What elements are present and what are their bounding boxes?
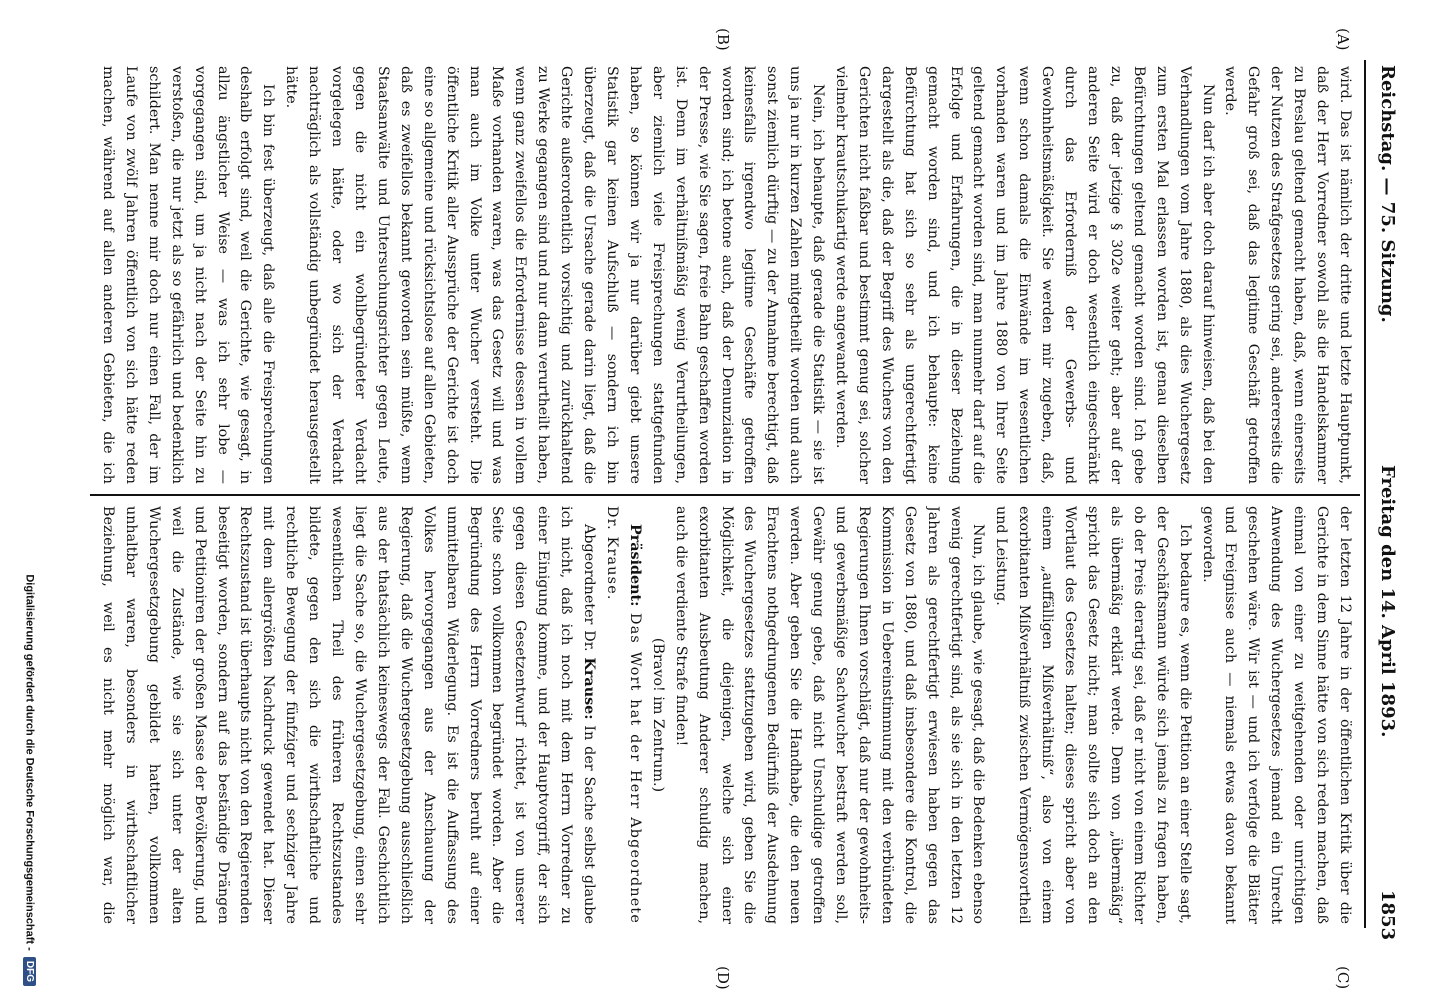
running-header-left: Reichstag. — 75. Sitzung.	[1377, 65, 1398, 323]
page-number: 1853	[1377, 890, 1398, 941]
text-column-left	[94, 66, 1356, 484]
paragraph: Nun, ich glaube, wie gesagt, daß die Bedenken ebenso wenig gerechtfertigt sind, als sie sich in den letzten 12 Jahren als gerechtfertigt erwiesen haben gegen das Gesetz von 1880, und daß insbesondere die Kontrol, die Kommission in Uebereinstimmung mit den verbündeten Regierungen Ihnen vorschlägt, daß nur der gewohnheits- und gewerbsmäßige Sachwucher bestraft werden soll, Gewähr genug gebe, daß nicht Unschuldige getroffen werden. Aber geben Sie die Handhabe, die den neuen Erachtens nothgedrungenen Bedürfniß der Ausdehnung des Wuchergesetzes stattzugeben wird, geben Sie die Möglichkeit, die diejenigen, welche sich einer exorbitanten Ausbeutung Anderer schuldig machen, auch die verdiente Strafe finden!	[672, 506, 987, 924]
paragraph: Nun darf ich aber doch darauf hinweisen, daß bei den Verhandlungen vom Jahre 1880, als dies Wuchergesetz zum ersten Mal erlassen worden ist, genau dieselben Befürchtungen geltend gemacht worden sind. Ich gebe zu, daß der jetzige § 302e weiter geht; aber auf der anderen Seite wird er doch wesentlich eingeschränkt durch das Erforderniß der Gewerbs- und Gewohnheitsmäßigkeit. Sie werden mir zugeben, daß, wenn schon damals die Einwände im wesentlichen vorhanden waren und im Jahre 1880 von Ihrer Seite geltend gemacht worden sind, man nunmehr darf auf die Erfolge und Erfahrungen, die in dieser Beziehung gemacht worden sind, und ich behaupte: keine Befürchtung hat sich so sehr als ungerechtfertigt dargestellt als die, daß der Begriff des Wuchers von den Gerichten nicht faßbar und bestimmt genug sei, solcher vielmehr krautschukartig werde angewandt werden.	[833, 66, 1216, 484]
header-rule	[1364, 60, 1366, 928]
paragraph: wird. Das ist nämlich der dritte und letzte Hauptpunkt, daß der Herr Vorredner sowohl als die Handelskammer zu Breslau geltend gemacht haben, daß, wenn einerseits der Nutzen des Strafgesetzes gering sei, andererseits die Gefahr groß sei, daß das legitime Geschäft getroffen werde.	[1222, 66, 1353, 484]
president-text: Das Wort hat der Herr Abgeordnete Dr. Krause.	[604, 506, 643, 924]
president-remark	[600, 506, 646, 924]
speaker-intro	[94, 506, 600, 924]
margin-mark-c: (C)	[1334, 966, 1352, 990]
column-divider	[90, 494, 1360, 496]
president-label: Präsident:	[626, 524, 643, 607]
applause-note: (Bravo! im Zentrum.)	[649, 637, 666, 793]
digitization-credit	[23, 0, 36, 1000]
margin-mark-d: (D)	[714, 966, 732, 990]
paragraph: In der Sache selbst glaube ich nicht, daß ich noch mit dem Herrn Vorredner zu einer Einigung komme, und der Hauptvorgriff, der sich gegen diesen Gesetzentwurf richtet, ist von unserer Seite schon vollkommen begründet worden. Aber die Begründung des Herrn Vorredners beruht auf einer unmittelbaren Widerlegung. Es ist die Auffassung des Volkes hervorgegangen aus der Anschauung der Regierung, daß die Wuchergesetzgebung ausschließlich aus der thatsächlich keineswegs der Fall. Geschichtlich liegt die Sache so, die Wuchergesetzgebung, einen sehr wesentlichen Theil des früheren Rechtszustandes bildete, gegen den sich die wirthschaftliche und rechtliche Bewegung der fünfziger und sechziger Jahre mit dem allergrößten Nachdruck gewendet hat. Dieser Rechtszustand ist überhaupts nicht von den Regierenden beseitigt worden, sondern auf das beständige Drängen und Petitioniren der großen Masse der Bevölkerung, und weil die Zustände, wie sie sich unter der alten Wuchergesetzgebung gebildet hatten, vollkommen unhaltbar waren, besonders in wirthschaftlicher Beziehung, weil es nicht mehr möglich war, die	[100, 506, 598, 924]
running-header-date: Freitag den 14. April 1893.	[1377, 465, 1398, 738]
paragraph: Ich bin fest überzeugt, daß alle die Freisprechungen deshalb erfolgt sind, weil die Gerichte, wie gesagt, in allzu ängstlicher Weise — was ich sehr lobe — vorgegangen sind, um ja nicht nach der Seite hin zu verstoßen, die nur jetzt als so gefährlich und bedenklich schildert. Man nenne mir doch nur einen Fall, der im Laufe von zwölf Jahren öffentlich von sich hätte reden machen, während auf allen anderen Gebieten, die ich	[100, 66, 277, 484]
paragraph: Nein, ich behaupte, daß gerade die Statistik — sie ist uns ja nur in kurzen Zahlen mitgetheilt worden und auch sonst ziemlich dürftig — zu der Annahme berechtigt, daß keinesfalls irgendwo legitime Geschäfte getroffen worden sind; ich betone auch, daß der Denunziation in der Presse, wie Sie sagen, freie Bahn geschaffen worden ist. Denn im verhältnißmäßig wenig Verurtheilungen, aber ziemlich viele Freisprechungen stattgefunden haben, so können wir ja nur darüber giebt unsere Statistik gar keinen Aufschluß — sondern ich bin überzeugt, daß die Ursache gerade darin liegt, daß die Gerichte außerordentlich vorsichtig und zurückhaltend zu Werke gegangen sind und nur dann verurtheilt haben, wenn ganz zweifellos die Erfordernisse dessen in vollem Maße vorhanden waren, was das Gesetz will und was man auch im Volke unter Wucher versteht. Die öffentliche Kritik aller Aussprüche der Gerichte ist doch eine so allgemeine und rücksichtslose auf allen Gebieten, daß es zweifellos bekannt geworden sein müßte, wenn Staatsanwälte und Untersuchungsrichter gegen Leute, gegen die nicht ein wohlbegründeter Verdacht vorgelegen hätte, oder wo sich der Verdacht nachträglich als vollständig unbegründet herausgestellt hätte.	[283, 66, 827, 484]
dfg-logo: DFG	[23, 957, 36, 986]
paragraph: Ich bedaure es, wenn die Petition an einer Stelle sagt, der Geschäftsmann würde sich jemals zu fragen haben, ob der Preis derartig sei, daß er nicht von einem Richter als übermäßig erklärt werde. Denn von „übermäßig“ spricht das Gesetz nicht; man sollte sich doch an den Wortlaut des Gesetzes halten; dieses spricht aber von einem „auffälligen Mißverhältniß“, also von einem exorbitanten Mißverhältniß zwischen Vermögensvortheil und Leistung.	[993, 506, 1193, 924]
margin-mark-a: (A)	[1334, 28, 1352, 51]
margin-mark-b: (B)	[714, 28, 732, 51]
text-column-right	[94, 506, 1356, 924]
paragraph: der letzten 12 Jahre in der öffentlichen Kritik über die Gerichte in dem Sinne hätte von sich reden machen, daß einmal von einer zu weitgehenden oder unrichtigen Anwendung des Wuchergesetzes jemand ein Unrecht geschehen wäre. Wir ist — und ich verfolge die Blätter und Ereignisse auch — niemals etwas davon bekannt geworden.	[1199, 506, 1353, 924]
speaker-name: Krause:	[581, 657, 598, 720]
speaker-title: Abgeordneter Dr.	[581, 524, 598, 652]
credit-text: Digitalisierung gefördert durch die Deutsche Forschungsgemeinschaft -	[23, 574, 36, 951]
